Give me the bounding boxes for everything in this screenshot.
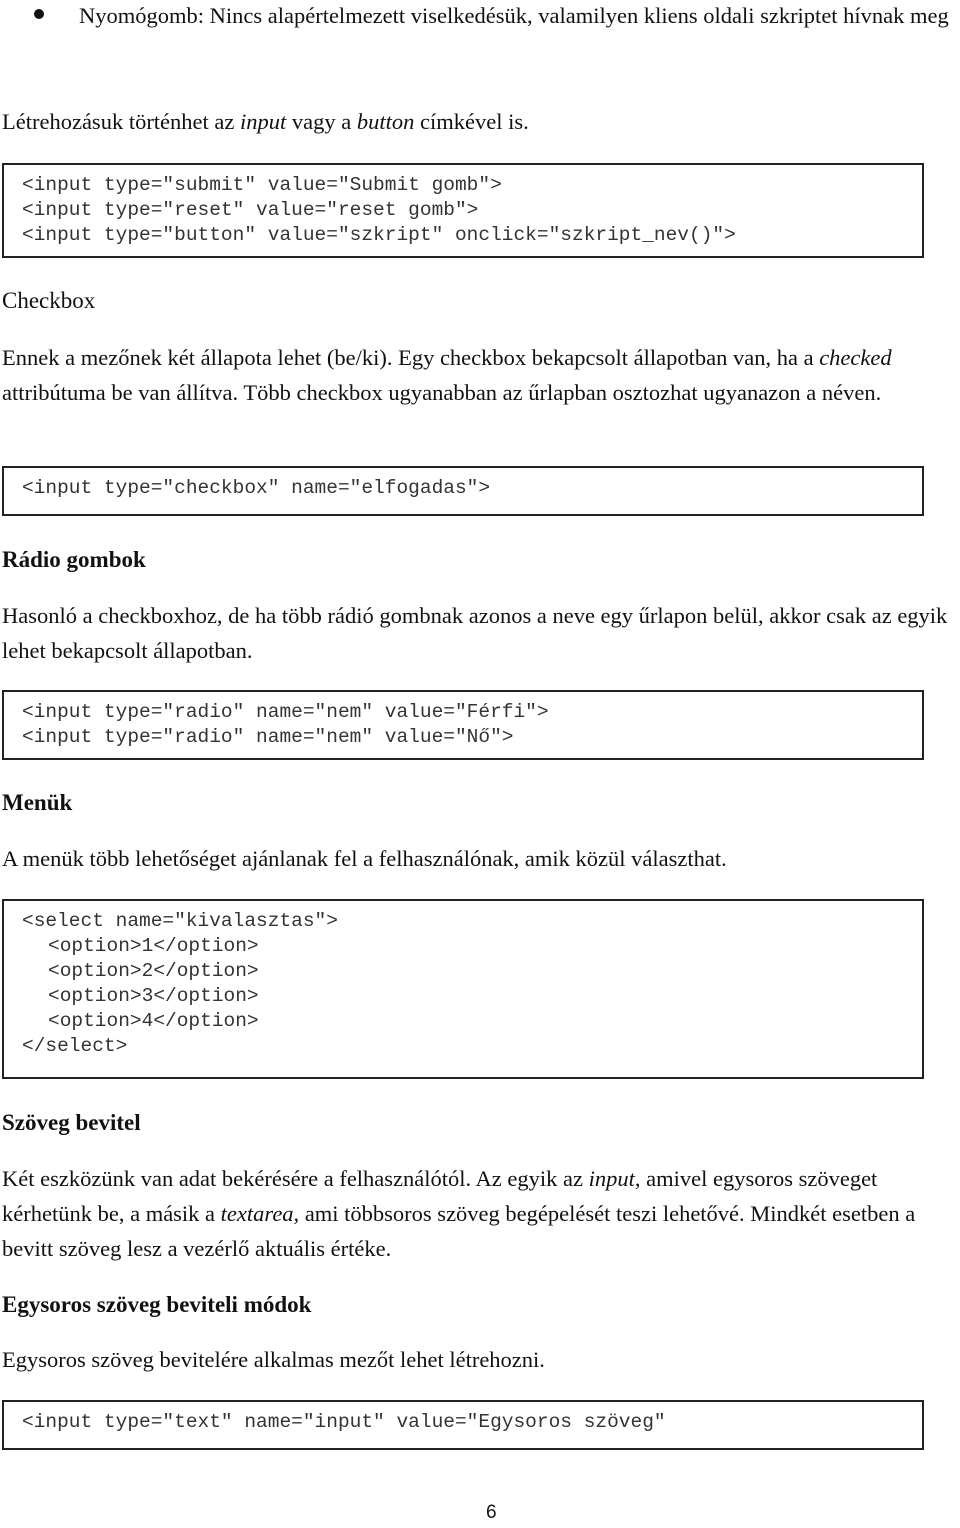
paragraph-checkbox-text: Ennek a mezőnek két állapota lehet (be/ki). Egy checkbox bekapcsolt állapotban van, ha a xyxy=(2,345,820,370)
code-block-radio xyxy=(2,690,924,760)
paragraph-checkbox-text-end: attribútuma be van állítva. Több checkbox ugyanabban az űrlapban osztozhat ugyanazon a néven. xyxy=(2,380,882,405)
paragraph-intro-em-input: input xyxy=(240,109,287,134)
heading-menu: Menük xyxy=(2,790,73,815)
paragraph-intro-em-button: button xyxy=(356,109,415,134)
code-block-checkbox xyxy=(2,466,924,516)
bullet-text: Nyomógomb: Nincs alapértelmezett viselkedésük, valamilyen kliens oldali szkriptet hívnak meg xyxy=(79,3,949,28)
paragraph-radio: Hasonló a checkboxhoz, de ha több rádió gombnak azonos a neve egy űrlapon belül, akkor csak az egyik lehet bekapcsolt állapotban. xyxy=(2,603,948,663)
code-line: <input type=″radio″ name=″nem″ value=″Férfi″> xyxy=(22,701,549,723)
paragraph-text-input-text-mid: , amivel egysoros szöveget kérhetünk be, a másik a xyxy=(2,1166,878,1226)
code-line: <option>3</option> xyxy=(48,985,259,1007)
heading-checkbox: Checkbox xyxy=(2,288,96,313)
paragraph-single-line: Egysoros szöveg bevitelére alkalmas mezőt lehet létrehozni. xyxy=(2,1347,545,1372)
heading-single-line: Egysoros szöveg beviteli módok xyxy=(2,1292,312,1317)
paragraph-text-input-text: Két eszközünk van adat bekérésére a felhasználótól. Az egyik az xyxy=(2,1166,589,1191)
code-line: <input type=″text″ name=″input″ value=″Egysoros szöveg″ xyxy=(22,1411,666,1433)
paragraph-text-input-em-textarea: textarea, xyxy=(220,1201,300,1226)
code-line: <input type=″submit″ value=″Submit gomb″> xyxy=(22,174,502,196)
code-block-buttons xyxy=(2,163,924,258)
paragraph-intro-text-mid: vagy a xyxy=(286,109,357,134)
code-line: <option>2</option> xyxy=(48,960,259,982)
page-number: 6 xyxy=(486,1502,497,1523)
code-block-select xyxy=(2,899,924,1079)
code-line: <option>1</option> xyxy=(48,935,259,957)
code-line: <input type=″button″ value=″szkript″ onclick=″szkript_nev()″> xyxy=(22,224,736,246)
heading-radio: Rádio gombok xyxy=(2,547,146,572)
paragraph-intro-text: Létrehozásuk történhet az xyxy=(2,109,241,134)
code-block-text-input xyxy=(2,1400,924,1450)
paragraph-checkbox-em: checked xyxy=(819,345,892,370)
heading-text-input: Szöveg bevitel xyxy=(2,1110,141,1135)
paragraph-menu: A menük több lehetőséget ajánlanak fel a felhasználónak, amik közül választhat. xyxy=(2,846,727,871)
code-line: </select> xyxy=(22,1035,128,1057)
paragraph-text-input-em-input: input xyxy=(588,1166,635,1191)
paragraph-text-input xyxy=(2,1161,960,1266)
code-line: <input type=″checkbox″ name=″elfogadas″> xyxy=(22,477,491,499)
code-line: <option>4</option> xyxy=(48,1010,259,1032)
bullet-dot xyxy=(34,9,44,19)
code-line: <select name=″kivalasztas″> xyxy=(22,910,338,932)
paragraph-text-input-text-end: ami többsoros szöveg begépelését teszi lehetővé. Mindkét esetben a bevitt szöveg lesz a vezérlő aktuális értéke. xyxy=(2,1201,916,1261)
paragraph-intro xyxy=(2,104,958,139)
code-line: <input type=″radio″ name=″nem″ value=″Nő″> xyxy=(22,726,514,748)
paragraph-checkbox xyxy=(2,340,958,410)
paragraph-intro-text-end: címkével is. xyxy=(414,109,529,134)
code-line: <input type=″reset″ value=″reset gomb″> xyxy=(22,199,479,221)
